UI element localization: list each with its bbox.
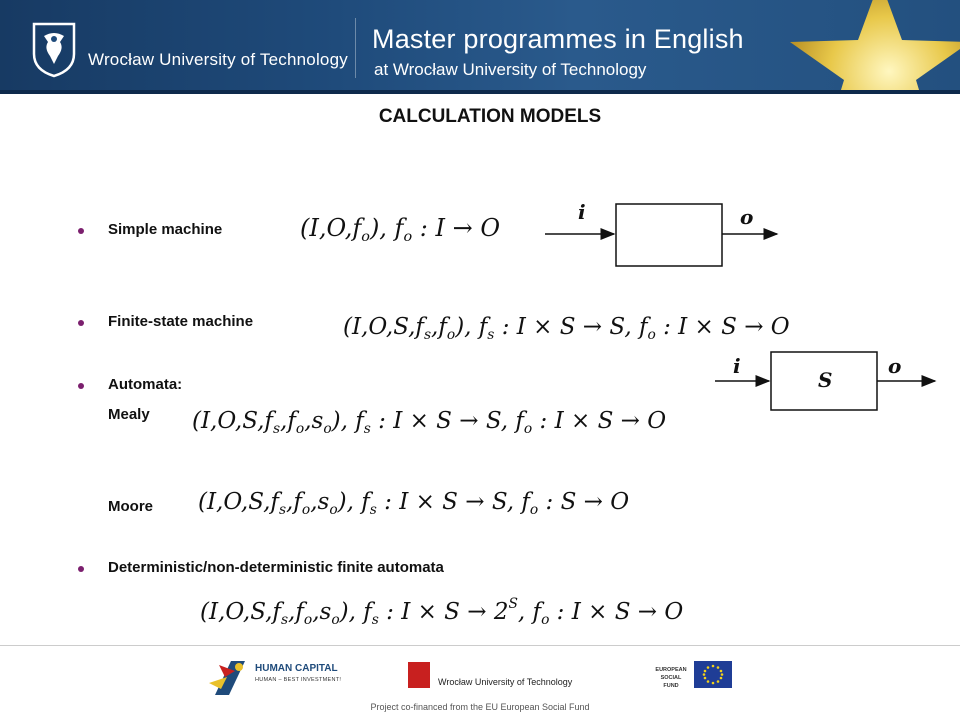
item-automata: Automata: <box>108 376 183 393</box>
item-moore: Moore <box>108 498 153 515</box>
esf-logo-text: EUROPEAN SOCIAL FUND <box>655 667 687 689</box>
item-mealy: Mealy <box>108 406 150 423</box>
project-cofinanced-note: Project co-financed from the EU European Social Fund <box>370 702 590 712</box>
human-capital-text: HUMAN CAPITAL <box>255 663 338 674</box>
diagram-output-label: o <box>740 205 754 229</box>
item-finite-state-machine: Finite-state machine <box>108 313 254 330</box>
header-rule <box>0 90 960 94</box>
pwr-logo-icon <box>408 662 430 688</box>
university-name: Wrocław University of Technology <box>88 50 348 69</box>
diagram-output-label: o <box>888 354 902 378</box>
pwr-logo-text: Wrocław University of Technology <box>438 677 573 687</box>
formula-finite-state-machine: $(I,O,S,f_s,f_o)$, $f_s$ : I × S → S, $f_o$ : I × S → O <box>343 314 790 343</box>
human-capital-subtext: HUMAN – BEST INVESTMENT! <box>255 677 342 683</box>
bullet-icon <box>78 383 84 389</box>
formula-moore: $(I,O,S,f_s,f_o,s_o)$, $f_s$ : I × S → S, $f_o$ : S → O <box>198 489 630 518</box>
university-crest-icon <box>30 20 78 78</box>
item-simple-machine: Simple machine <box>108 221 223 238</box>
programme-title: Master programmes in English <box>372 24 744 54</box>
formula-simple-machine: $(I,O,f_o)$, $f_o$ : I → O <box>300 214 500 246</box>
header-banner <box>0 0 960 94</box>
footer-divider <box>0 645 960 646</box>
programme-subtitle: at Wrocław University of Technology <box>374 60 647 79</box>
diagram-state-label: S <box>818 368 833 392</box>
diagram-input-label: i <box>578 200 586 224</box>
slide-title: CALCULATION MODELS <box>378 106 602 127</box>
formula-mealy: $(I,O,S,f_s,f_o,s_o)$, $f_s$ : I × S → S, $f_o$ : I × S → O <box>192 408 667 437</box>
eu-flag-icon <box>694 661 732 688</box>
item-deterministic: Deterministic/non-deterministic finite automata <box>108 559 444 576</box>
bullet-icon <box>78 566 84 572</box>
diagram-input-label: i <box>733 354 741 378</box>
formula-deterministic: $(I,O,S,f_s,f_o,s_o)$, $f_s$ : $I \times S \to 2^S$, $f_o$ : I × S → O <box>200 596 684 628</box>
bullet-icon <box>78 320 84 326</box>
bullet-icon <box>78 228 84 234</box>
header-divider <box>355 18 356 78</box>
star-icon <box>750 0 960 94</box>
